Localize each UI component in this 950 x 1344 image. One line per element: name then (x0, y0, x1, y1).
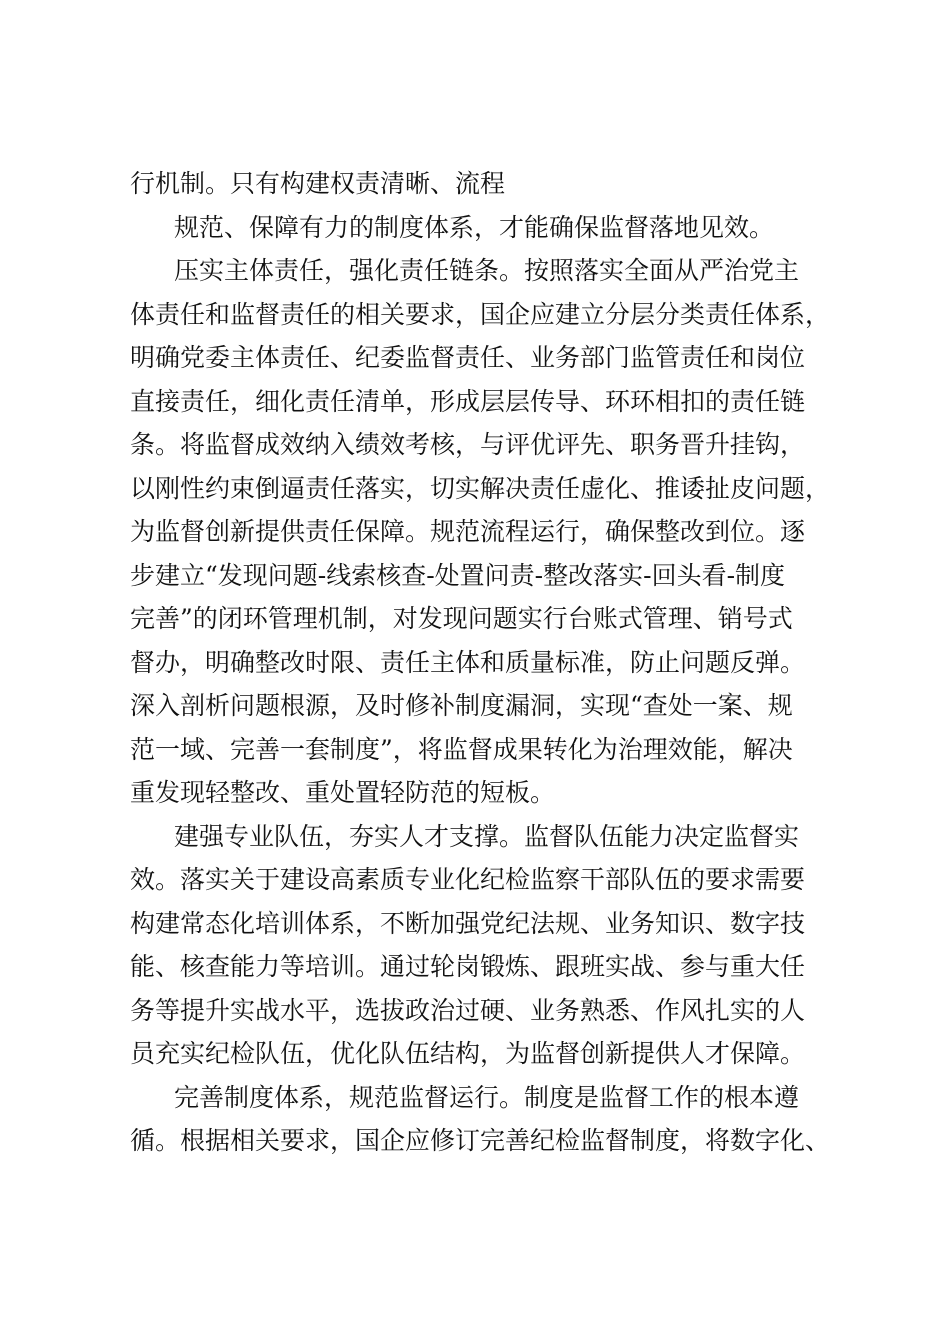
text-line: 构建常态化培训体系，不断加强党纪法规、业务知识、数字技 (130, 908, 806, 938)
text-line: 条。将监督成效纳入绩效考核，与评优评先、职务晋升挂钩， (130, 430, 806, 459)
text-line: 完善”的闭环管理机制，对发现问题实行台账式管理、销号式 (130, 604, 793, 633)
text-line: 能、核查能力等培训。通过轮岗锻炼、跟班实战、参与重大任 (130, 952, 806, 981)
text-line: 以刚性约束倒逼责任落实，切实解决责任虚化、推诿扯皮问题， (130, 473, 831, 503)
text-line: 体责任和监督责任的相关要求，国企应建立分层分类责任体系， (130, 299, 831, 329)
text-line: 规范、保障有力的制度体系，才能确保监督落地见效。 (174, 212, 775, 242)
document-body (130, 162, 830, 1163)
text-line: 深入剖析问题根源，及时修补制度漏洞，实现“查处一案、规 (130, 691, 793, 720)
text-line: 为监督创新提供责任保障。规范流程运行，确保整改到位。逐 (130, 517, 806, 546)
text-line: 行机制。只有构建权责清晰、流程 (130, 169, 506, 198)
text-line: 循。根据相关要求，国企应修订完善纪检监督制度，将数字化、 (130, 1126, 831, 1155)
text-line: 重发现轻整改、重处置轻防范的短板。 (130, 778, 556, 807)
text-line: 直接责任，细化责任清单，形成层层传导、环环相扣的责任链 (130, 386, 806, 416)
text-line: 完善制度体系，规范监督运行。制度是监督工作的根本遵 (174, 1082, 800, 1112)
text-line: 督办，明确整改时限、责任主体和质量标准，防止问题反弹。 (130, 647, 806, 677)
text-line: 范一域、完善一套制度”，将监督成果转化为治理效能，解决 (130, 734, 793, 764)
text-line: 务等提升实战水平，选拔政治过硬、业务熟悉、作风扎实的人 (130, 995, 806, 1025)
text-line: 效。落实关于建设高素质专业化纪检监察干部队伍的要求需要 (130, 865, 806, 894)
text-line: 压实主体责任，强化责任链条。按照落实全面从严治党主 (174, 256, 800, 285)
text-line: 步建立“发现问题-线索核查-处置问责-整改落实-回头看-制度 (130, 560, 786, 590)
text-line: 员充实纪检队伍，优化队伍结构，为监督创新提供人才保障。 (130, 1039, 806, 1068)
text-line: 明确党委主体责任、纪委监督责任、业务部门监管责任和岗位 (130, 343, 806, 372)
text-line: 建强专业队伍，夯实人才支撑。监督队伍能力决定监督实 (174, 821, 800, 851)
